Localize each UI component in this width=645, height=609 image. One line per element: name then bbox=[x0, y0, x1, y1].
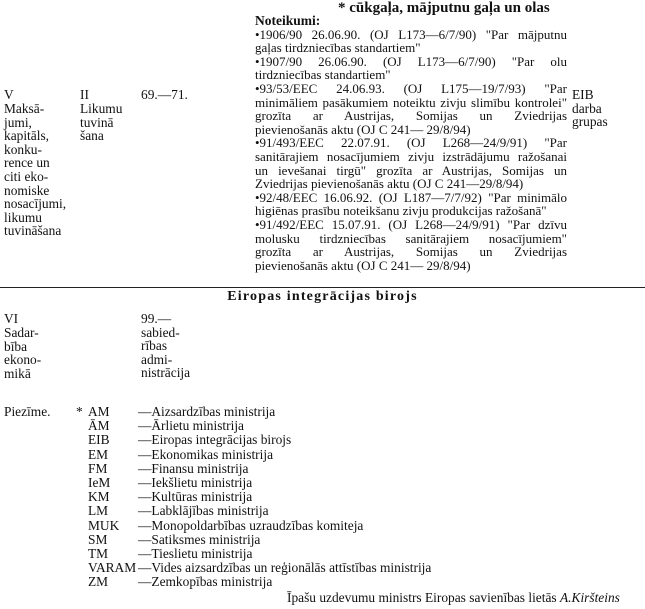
notes-lines bbox=[255, 28, 567, 273]
notes-line: Zviedrijas pievienošanās aktu (OJ C 241—29/8/94) bbox=[255, 176, 524, 192]
section-v-name-line: citi eko- bbox=[4, 168, 49, 184]
legend-abbr: KM bbox=[88, 489, 110, 505]
section-divider bbox=[0, 287, 645, 288]
section-v-name-line: Maksā- bbox=[4, 101, 45, 116]
legend-abbr: EIB bbox=[88, 432, 110, 448]
legend-abbr: MUK bbox=[88, 517, 120, 533]
legend-dash: — bbox=[138, 418, 152, 434]
legend-abbr: ĀM bbox=[88, 418, 110, 434]
section-vi-articles bbox=[141, 312, 190, 380]
legend-dash: — bbox=[138, 404, 152, 419]
notes-line: •92/48/EEC 16.06.92. (OJ L187—7/7/92) "Par minimālo bbox=[255, 189, 567, 205]
section-v-sub-line: šana bbox=[80, 128, 104, 144]
legend-name: Labklājības ministrija bbox=[151, 503, 269, 519]
legend-name: Tieslietu ministrija bbox=[151, 546, 253, 561]
legend-dash: — bbox=[138, 560, 152, 576]
section-title: Eiropas integrācijas birojs bbox=[227, 289, 418, 304]
legend-label: Piezīme. bbox=[4, 404, 51, 419]
section-v-articles: 69.—71. bbox=[141, 87, 188, 102]
signature-name: A.Kiršteins bbox=[559, 590, 620, 605]
legend-abbr: TM bbox=[88, 546, 109, 561]
section-vi-name-line: ekono- bbox=[4, 352, 42, 368]
notes-line: tirdzniecības standartiem" bbox=[255, 67, 391, 83]
legend-entry bbox=[138, 504, 269, 518]
section-v-responsible bbox=[572, 88, 608, 129]
notes-line: grozīta ar Austrijas, Somijas un Zviedrijas bbox=[255, 108, 567, 124]
legend-entry bbox=[138, 490, 252, 504]
notes-heading: Noteikumi: bbox=[255, 13, 321, 28]
legend-dash: — bbox=[138, 475, 152, 490]
section-vi-name-line: mikā bbox=[4, 365, 31, 381]
legend-entry bbox=[138, 575, 272, 589]
header-title: * cūkgaļa, mājputnu gaļa un olas bbox=[338, 0, 550, 16]
legend-entry bbox=[138, 462, 248, 476]
legend-abbr: AM bbox=[88, 404, 110, 419]
section-v-name bbox=[4, 102, 66, 238]
section-v-name-line: nomiske bbox=[4, 182, 50, 198]
legend-name: Ekonomikas ministrija bbox=[151, 446, 274, 462]
legend-abbr: IeM bbox=[88, 475, 111, 490]
notes-line: pievienošanās aktu (OJ C 241— 29/8/94) bbox=[255, 257, 471, 273]
legend-entry bbox=[138, 419, 244, 433]
section-v-name-line: rence un bbox=[4, 155, 50, 171]
notes-line: un ievešanai tirgū" grozīta ar Austrijas, Somijas un bbox=[255, 162, 567, 178]
legend-dash: — bbox=[138, 503, 152, 519]
section-v-name-line: jumi, bbox=[4, 114, 32, 130]
section-v-responsible-line: grupas bbox=[572, 114, 608, 130]
notes-line: molusku tirdzniecības sanitārajiem nosacījumiem" bbox=[255, 230, 567, 246]
legend-name: Zemkopības ministrija bbox=[151, 574, 273, 590]
section-vi-name-line: bība bbox=[4, 338, 28, 354]
legend-name: Satiksmes ministrija bbox=[151, 531, 261, 547]
legend-abbr: FM bbox=[88, 460, 108, 476]
legend-entry bbox=[138, 533, 260, 547]
notes-line: •93/53/EEC 24.06.93. (OJ L175—19/7/93) "Par bbox=[255, 80, 567, 96]
notes-line: grozīta ar Austrijas, Somijas un Zviedrijas bbox=[255, 244, 567, 260]
legend-name: Kultūras ministrija bbox=[151, 489, 253, 505]
legend-entry bbox=[138, 433, 291, 447]
notes-line: gaļas tirdzniecības standartiem" bbox=[255, 40, 421, 56]
legend-dash: — bbox=[138, 446, 152, 462]
section-vi-articles-line: sabied- bbox=[141, 324, 180, 340]
legend-name: Vides aizsardzības un reģionālās attīstības ministrija bbox=[151, 560, 432, 576]
section-v-sub-name bbox=[80, 102, 122, 143]
section-vi-number: VI bbox=[4, 311, 19, 326]
section-vi-articles-line: rības bbox=[141, 338, 168, 354]
legend-dash: — bbox=[138, 531, 152, 547]
legend-star: * bbox=[76, 404, 83, 419]
section-v-name-line: likumu bbox=[4, 209, 42, 225]
section-vi-name-line: Sadar- bbox=[4, 325, 39, 340]
signature bbox=[287, 590, 620, 606]
section-v-responsible-line: EIB bbox=[572, 87, 594, 102]
legend-dash: — bbox=[138, 432, 152, 448]
notes-line: minimāliem pasākumiem noteiktu zivju slimību kontrolei" bbox=[255, 94, 567, 110]
notes-line: higiēnas prasību noteikšanu zivju produkcijas ražošanā" bbox=[255, 203, 547, 219]
legend-entry bbox=[138, 561, 431, 575]
section-v-number: V bbox=[4, 87, 14, 102]
section-vi-name bbox=[4, 326, 41, 380]
section-vi-articles-line: admi- bbox=[141, 351, 173, 367]
section-vi-articles-line: 99.— bbox=[141, 311, 172, 326]
legend-abbr: SM bbox=[88, 531, 108, 547]
legend-abbr: EM bbox=[88, 446, 109, 462]
legend-name: Monopoldarbības uzraudzības komiteja bbox=[151, 517, 364, 533]
legend-abbr: LM bbox=[88, 503, 109, 519]
section-v-name-line: kapitāls, bbox=[4, 128, 49, 144]
legend-entry bbox=[138, 519, 363, 533]
notes-line: •1906/90 26.06.90. (OJ L173—6/7/90) "Par mājputnu bbox=[255, 26, 567, 42]
legend-entry bbox=[138, 547, 252, 561]
notes-line: •1907/90 26.06.90. (OJ L173—6/7/90) "Par olu bbox=[255, 53, 567, 69]
section-vi-articles-line: nistrācija bbox=[141, 365, 191, 381]
notes-line: pievienošanās aktu (OJ C 241— 29/8/94) bbox=[255, 121, 471, 137]
legend-name: Aizsardzības ministrija bbox=[151, 404, 276, 419]
legend-name: Eiropas integrācijas birojs bbox=[151, 432, 292, 448]
section-v-sub-line: Likumu bbox=[80, 101, 123, 116]
section-v-name-line: konku- bbox=[4, 141, 42, 157]
notes-line: sanitārajiem nosacījumiem zivju izstrādājumu ražošanai bbox=[255, 148, 567, 164]
legend-abbr: ZM bbox=[88, 574, 109, 590]
legend-entry bbox=[138, 405, 275, 419]
legend-entry bbox=[138, 476, 252, 490]
legend-dash: — bbox=[138, 517, 152, 533]
legend-dash: — bbox=[138, 460, 152, 476]
notes-line: •91/493/EEC 22.07.91. (OJ L268—24/9/91) "Par bbox=[255, 135, 567, 151]
section-v-sub-line: tuvinā bbox=[80, 114, 114, 130]
section-v-responsible-line: darba bbox=[572, 100, 602, 116]
legend-name: Iekšlietu ministrija bbox=[151, 475, 253, 490]
legend-name: Finansu ministrija bbox=[151, 460, 249, 476]
legend-dash: — bbox=[138, 546, 152, 561]
section-v-name-line: tuvināšana bbox=[4, 223, 62, 239]
section-v-name-line: nosacījumi, bbox=[4, 196, 67, 212]
legend-dash: — bbox=[138, 574, 152, 590]
notes-block bbox=[255, 14, 567, 272]
legend-abbr: VARAM bbox=[88, 560, 137, 576]
signature-title: Īpašu uzdevumu ministrs Eiropas savienības lietās bbox=[287, 590, 557, 605]
legend-dash: — bbox=[138, 489, 152, 505]
legend-name: Ārlietu ministrija bbox=[151, 418, 244, 434]
legend-entry bbox=[138, 448, 273, 462]
notes-line: •91/492/EEC 15.07.91. (OJ L268—24/9/91) "Par dzīvu bbox=[255, 216, 567, 232]
section-v-sub-number: II bbox=[80, 87, 89, 102]
